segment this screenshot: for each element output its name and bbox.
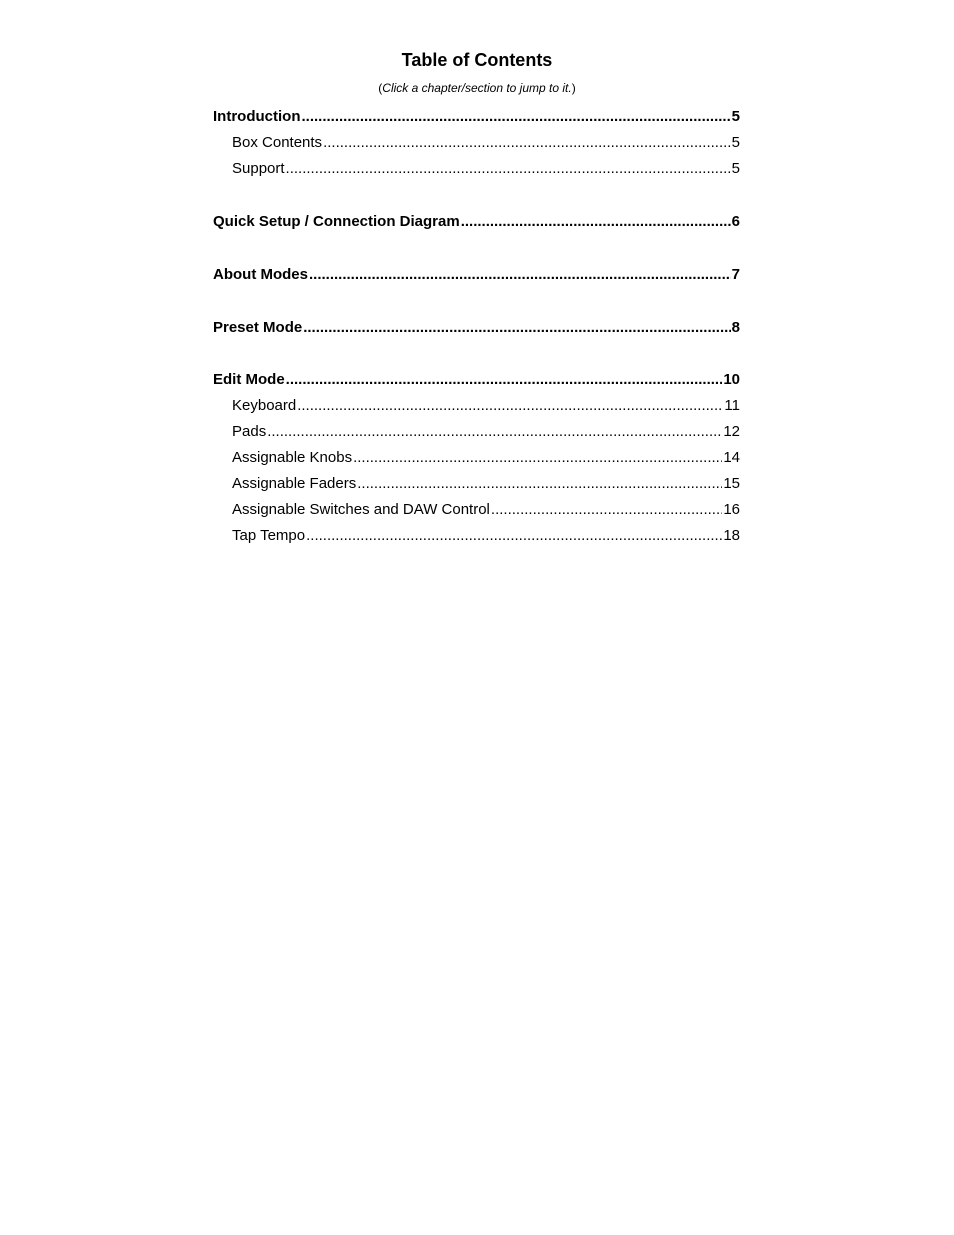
- toc-dot-leader: [267, 423, 722, 441]
- toc-hint-close: ): [571, 81, 576, 95]
- toc-entry-page: 8: [731, 319, 740, 336]
- toc-dot-leader: [353, 449, 722, 467]
- toc-section-assignable-faders[interactable]: [232, 475, 740, 493]
- toc-chapter-edit-mode[interactable]: [213, 371, 740, 389]
- toc-dot-leader: [323, 134, 731, 152]
- toc-dot-leader: [286, 160, 731, 178]
- toc-entry-page: 5: [731, 160, 740, 177]
- toc-entry-label: Assignable Knobs: [232, 449, 353, 466]
- toc-entry-page: 10: [723, 371, 740, 388]
- toc-hint-open: (: [378, 81, 383, 95]
- toc-entry-label: Pads: [232, 423, 267, 440]
- toc-section-keyboard[interactable]: [232, 397, 740, 415]
- toc-dot-leader: [461, 213, 731, 231]
- toc-dot-leader: [491, 501, 722, 519]
- toc-entry-label: Keyboard: [232, 397, 297, 414]
- toc-dot-leader: [309, 266, 731, 284]
- toc-chapter-about-modes[interactable]: [213, 266, 740, 284]
- toc-hint-text: Click a chapter/section to jump to it.: [382, 81, 572, 95]
- toc-entry-label: Support: [232, 160, 285, 177]
- toc-chapter-introduction[interactable]: [213, 108, 740, 126]
- toc-entry-label: Assignable Faders: [232, 475, 357, 492]
- toc-entry-page: 16: [723, 501, 740, 518]
- toc-entry-label: Edit Mode: [213, 371, 285, 388]
- toc-dot-leader: [357, 475, 722, 493]
- toc-chapter-preset-mode[interactable]: [213, 319, 740, 337]
- toc-entry-page: 11: [724, 397, 740, 414]
- toc-entry-page: 5: [731, 134, 740, 151]
- toc-entry-label: Introduction: [213, 108, 301, 125]
- toc-entry-page: 7: [731, 266, 740, 283]
- toc-list: [213, 0, 740, 600]
- toc-entry-page: 14: [723, 449, 740, 466]
- toc-entry-label: Tap Tempo: [232, 527, 306, 544]
- toc-section-pads[interactable]: [232, 423, 740, 441]
- toc-section-box-contents[interactable]: [232, 134, 740, 152]
- toc-entry-label: Box Contents: [232, 134, 323, 151]
- toc-dot-leader: [286, 371, 723, 389]
- toc-title: Table of Contents: [401, 50, 553, 70]
- toc-entry-page: 5: [731, 108, 740, 125]
- toc-entry-page: 12: [723, 423, 740, 440]
- toc-dot-leader: [306, 527, 722, 545]
- toc-dot-leader: [303, 319, 730, 337]
- toc-entry-label: Preset Mode: [213, 319, 303, 336]
- toc-entry-page: 18: [723, 527, 740, 544]
- toc-section-support[interactable]: [232, 160, 740, 178]
- toc-entry-label: Assignable Switches and DAW Control: [232, 501, 490, 518]
- toc-entry-label: Quick Setup / Connection Diagram: [213, 213, 460, 230]
- toc-entry-label: About Modes: [213, 266, 308, 283]
- toc-chapter-quick-setup[interactable]: [213, 213, 740, 231]
- toc-dot-leader: [301, 108, 730, 126]
- toc-section-tap-tempo[interactable]: [232, 527, 740, 545]
- toc-dot-leader: [297, 397, 723, 415]
- toc-entry-page: 15: [723, 475, 740, 492]
- toc-entry-page: 6: [731, 213, 740, 230]
- toc-section-assignable-knobs[interactable]: [232, 449, 740, 467]
- toc-section-assignable-switches[interactable]: [232, 501, 740, 519]
